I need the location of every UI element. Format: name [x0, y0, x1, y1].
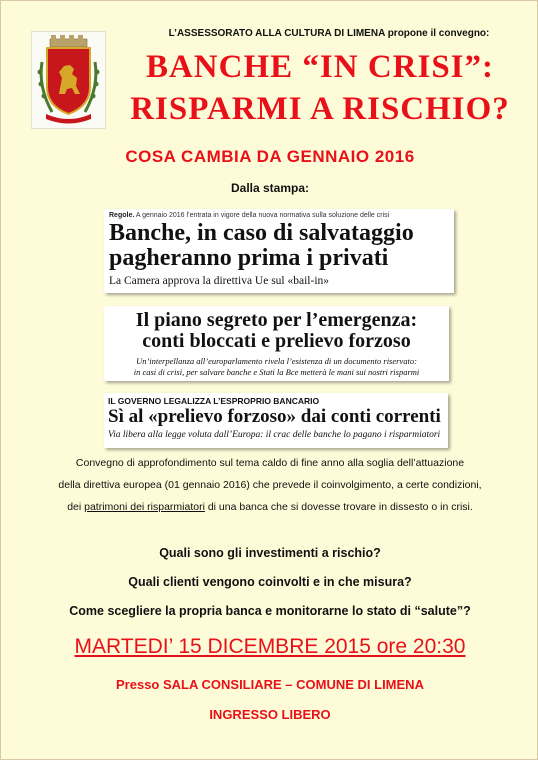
description-line: Convegno di approfondimento sul tema caldo di fine anno alla soglia dell’attuazione: [75, 457, 465, 469]
event-date: MARTEDI’ 15 DICEMBRE 2015 ore 20:30: [74, 635, 466, 658]
coat-of-arms-icon: [31, 31, 106, 129]
press-label: Dalla stampa:: [230, 181, 310, 195]
organizer-intro: L’ASSESSORATO ALLA CULTURA DI LIMENA propone il convegno:: [168, 28, 490, 39]
clipping-headline: pagheranno prima i privati: [109, 245, 389, 271]
press-clipping-3: [104, 393, 448, 448]
press-clipping-1: [104, 209, 454, 293]
event-venue: Presso SALA CONSILIARE – COMUNE DI LIMENA: [116, 677, 424, 692]
description-text: dei: [67, 501, 85, 513]
clipping-subhead-line: Un’interpellanza all’europarlamento rivela l’esistenza di un documento riservato:: [136, 356, 417, 366]
clipping-headline: Sì al «prelievo forzoso» dai conti correnti: [108, 406, 441, 427]
clipping-kicker-label: Regole.: [109, 212, 135, 219]
event-entry: INGRESSO LIBERO: [209, 707, 331, 722]
main-title-line2: RISPARMI A RISCHIO?: [130, 91, 510, 127]
clipping-subhead: Via libera alla legge voluta dall’Europa: il crac delle banche lo pagano i risparmiatori: [108, 430, 441, 440]
clipping-subhead: [104, 356, 449, 378]
coat-of-arms-graphic: [32, 32, 105, 128]
description-line: [15, 496, 525, 518]
savings-emphasis: patrimoni dei risparmiatori: [84, 501, 205, 513]
description-text: di una banca che si dovesse trovare in dissesto o in crisi.: [204, 501, 473, 513]
clipping-kicker-text: A gennaio 2016 l’entrata in vigore della nuova normativa sulla soluzione delle crisi: [135, 212, 390, 219]
clipping-headline: Banche, in caso di salvataggio: [109, 220, 414, 246]
question: Quali sono gli investimenti a rischio?: [159, 546, 381, 560]
main-title-line1: BANCHE “IN CRISI”:: [145, 49, 495, 85]
clipping-headline: conti bloccati e prelievo forzoso: [142, 330, 411, 352]
question: Quali clienti vengono coinvolti e in che misura?: [128, 575, 412, 589]
clipping-headline: Il piano segreto per l’emergenza:: [135, 309, 418, 331]
clipping-kicker: [109, 212, 389, 219]
clipping-subhead-line: in casi di crisi, per salvare banche e Stati la Bce metterà le mani sui nostri risparmi: [133, 367, 420, 377]
press-clipping-2: [104, 306, 449, 381]
question: Come scegliere la propria banca e monitorarne lo stato di “salute”?: [69, 604, 471, 618]
subtitle: COSA CAMBIA DA GENNAIO 2016: [125, 147, 415, 166]
clipping-kicker: IL GOVERNO LEGALIZZA L’ESPROPRIO BANCARIO: [108, 396, 320, 406]
description-line: della direttiva europea (01 gennaio 2016) che prevede il coinvolgimento, a certe condizioni,: [58, 479, 482, 491]
clipping-subhead: La Camera approva la direttiva Ue sul «bail-in»: [109, 275, 330, 287]
